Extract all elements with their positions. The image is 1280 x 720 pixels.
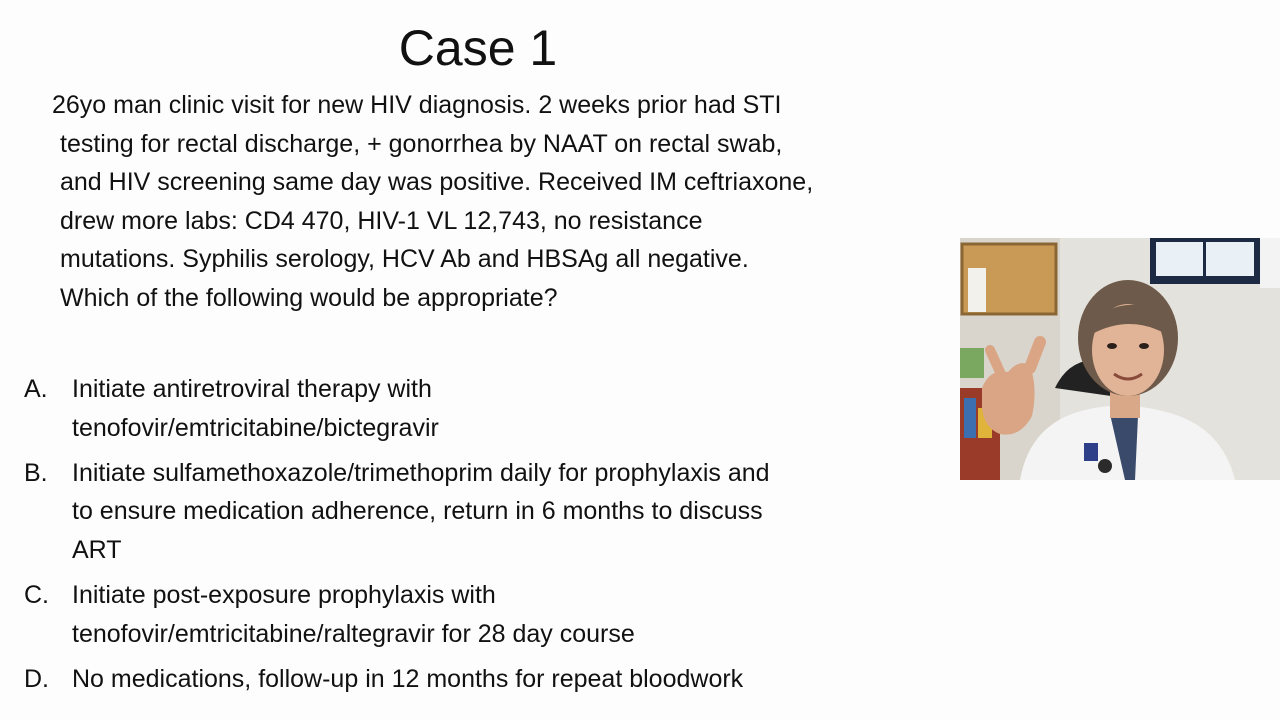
option-line: Initiate post-exposure prophylaxis with bbox=[72, 580, 496, 609]
option-text bbox=[72, 576, 934, 654]
answer-option-c bbox=[24, 576, 934, 654]
option-text bbox=[72, 370, 934, 448]
option-letter: D. bbox=[24, 664, 49, 693]
slide-title: Case 1 bbox=[398, 20, 558, 76]
answer-option-d bbox=[24, 660, 934, 699]
option-line: ART bbox=[72, 536, 122, 565]
answer-option-a bbox=[24, 370, 934, 448]
option-letter: A. bbox=[24, 375, 48, 403]
option-text bbox=[72, 660, 934, 699]
option-line: Initiate sulfamethoxazole/trimethoprim daily for prophylaxis and bbox=[72, 458, 770, 487]
stem-line: drew more labs: CD4 470, HIV-1 VL 12,743, no resistance bbox=[60, 206, 703, 235]
stem-line: testing for rectal discharge, + gonorrhea by NAAT on rectal swab, bbox=[60, 129, 783, 158]
stem-line: 26yo man clinic visit for new HIV diagnosis. 2 weeks prior had STI bbox=[52, 91, 782, 119]
answer-options bbox=[24, 370, 934, 704]
option-line: tenofovir/emtricitabine/raltegravir for 28 day course bbox=[72, 619, 635, 648]
stem-line: Which of the following would be appropriate? bbox=[60, 283, 558, 312]
stem-line: and HIV screening same day was positive. Received IM ceftriaxone, bbox=[60, 168, 814, 197]
option-line: Initiate antiretroviral therapy with bbox=[72, 375, 432, 403]
option-line: tenofovir/emtricitabine/bictegravir bbox=[72, 413, 439, 442]
option-line: No medications, follow-up in 12 months for repeat bloodwork bbox=[72, 664, 744, 693]
option-line: to ensure medication adherence, return in 6 months to discuss bbox=[72, 497, 763, 526]
option-text bbox=[72, 454, 934, 570]
option-letter: B. bbox=[24, 458, 48, 487]
case-question-stem bbox=[52, 86, 952, 318]
presenter-webcam-video bbox=[960, 238, 1280, 480]
presenter-video-feed-icon bbox=[960, 238, 1280, 480]
option-letter: C. bbox=[24, 580, 49, 609]
answer-option-b bbox=[24, 454, 934, 570]
stem-line: mutations. Syphilis serology, HCV Ab and HBSAg all negative. bbox=[60, 245, 749, 274]
